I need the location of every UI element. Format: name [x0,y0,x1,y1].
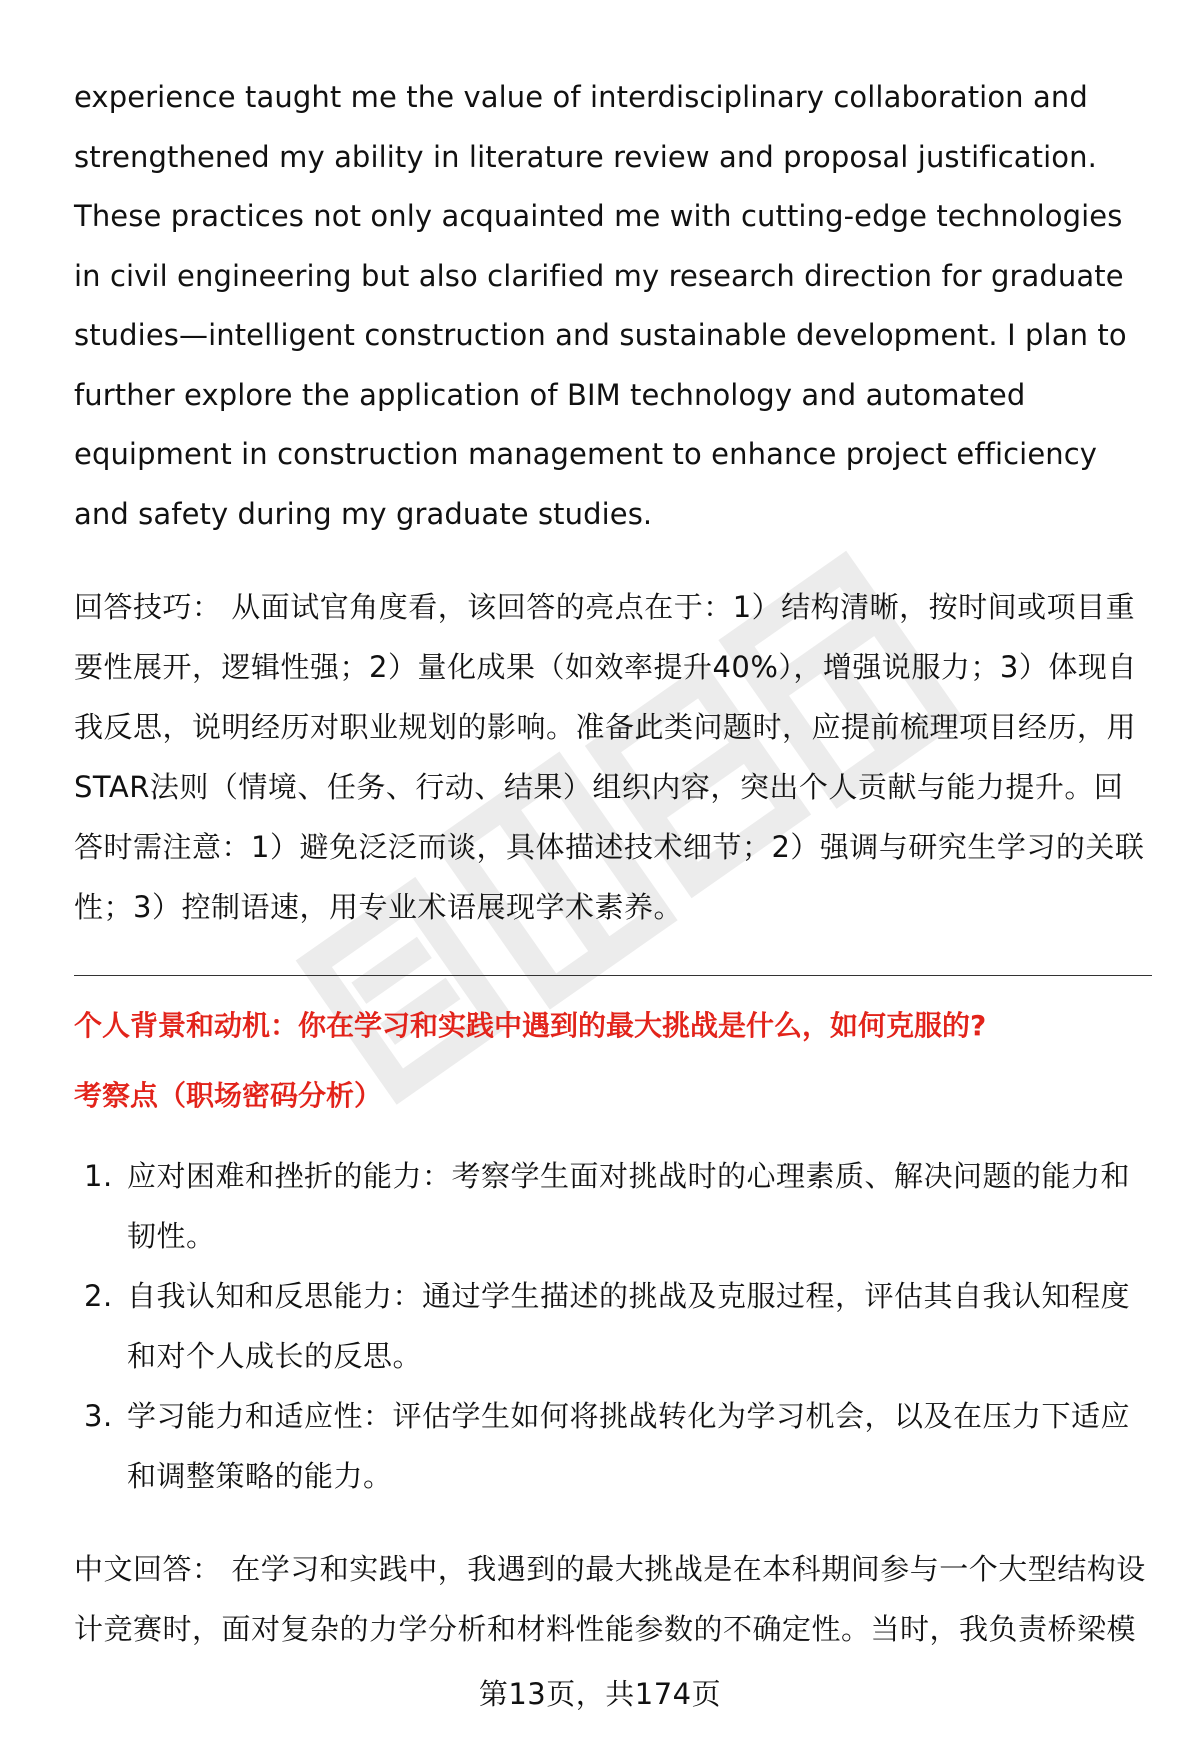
tips-text: 从面试官角度看，该回答的亮点在于：1）结构清晰，按时间或项目重要性展开，逻辑性强；2）量化成果（如效率提升40%），增强说服力；3）体现自我反思，说明经历对职业规划的影响。准备此类问题时，应提前梳理项目经历，用STAR法则（情境、任务、行动、结果）组织内容，突出个人贡献与能力提升。回答时需注意：1）避免泛泛而谈，具体描述技术细节；2）强调与研究生学习的关联性；3）控制语速，用专业术语展现学术素养。 [74,590,1145,924]
page-footer: 第13页，共174页 [478,1677,722,1711]
exam-points-list [74,1146,1152,1506]
tips-label: 回答技巧： [74,590,222,624]
list-item-number: 1. [84,1159,113,1193]
list-item-text: 自我认知和反思能力：通过学生描述的挑战及克服过程，评估其自我认知程度和对个人成长的反思。 [127,1279,1131,1373]
list-item-text: 应对困难和挫折的能力：考察学生面对挑战时的心理素质、解决问题的能力和韧性。 [127,1159,1131,1253]
section-divider [74,975,1152,976]
tips-paragraph [74,577,1152,937]
list-item [74,1386,1152,1506]
chinese-answer-label: 中文回答： [74,1552,222,1586]
list-item-number: 3. [84,1399,113,1433]
list-item-number: 2. [84,1279,113,1313]
english-paragraph: experience taught me the value of interdisciplinary collaboration and strengthened my ability in literature review and proposal justification. These practices not only acquainted me with cutting-edge technologies in civil engineering but also clarified my research direction for graduate studies—intelligent construction and sustainable development. I plan to further explore the application of BIM technology and automated equipment in construction management to enhance project efficiency and safety during my graduate studies. [74,80,1127,531]
list-item [74,1266,1152,1386]
question-heading: 个人背景和动机：你在学习和实践中遇到的最大挑战是什么，如何克服的? [74,1009,987,1042]
list-item-text: 学习能力和适应性：评估学生如何将挑战转化为学习机会，以及在压力下适应和调整策略的能力。 [127,1399,1131,1493]
chinese-answer-paragraph [74,1539,1152,1659]
chinese-answer-text: 在学习和实践中，我遇到的最大挑战是在本科期间参与一个大型结构设计竞赛时，面对复杂的力学分析和材料性能参数的不确定性。当时，我负责桥梁模 [74,1552,1146,1646]
list-item [74,1146,1152,1266]
exam-points-heading: 考察点（职场密码分析） [74,1079,383,1112]
document-page [74,68,1152,1659]
